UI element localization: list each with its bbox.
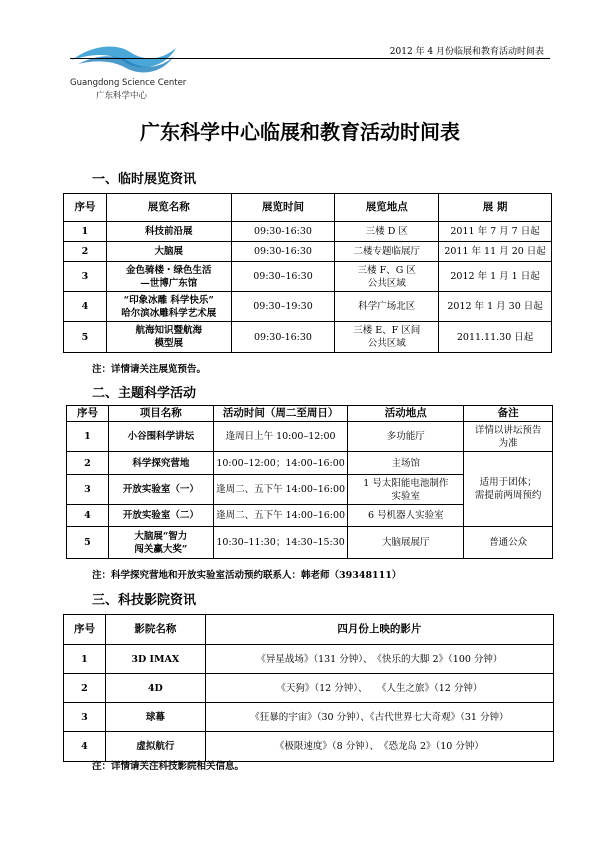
- col-header: 序号: [64, 615, 106, 645]
- activity-time: 10:00–12:00；14:00–16:00: [213, 452, 348, 475]
- exhibition-name: [106, 322, 231, 353]
- col-header: 活动地点: [348, 406, 464, 422]
- exhibition-period: 2012 年 1 月 1 日起: [439, 262, 552, 292]
- activity-place: [348, 475, 464, 505]
- table-header-row: [67, 406, 553, 422]
- col-header: 展 期: [439, 194, 552, 222]
- cinema-films: 《天狗》（12 分钟）、 《人生之旅》（12 分钟）: [205, 674, 553, 703]
- section2-note: 注：科学探究营地和开放实验室活动预约联系人：韩老师（39348111）: [92, 570, 402, 581]
- activity-place: 大脑展展厅: [348, 527, 464, 559]
- exhibition-table: [63, 193, 552, 353]
- exhibition-period: 2011.11.30 日起: [439, 322, 552, 353]
- exhibition-name: 科技前沿展: [106, 222, 231, 242]
- col-header: 项目名称: [108, 406, 213, 422]
- activity-time: 10:30–11:30；14:30–15:30: [213, 527, 348, 559]
- cinema-films: 《异星战场》（131 分钟）、 《快乐的大脚 2》（100 分钟）: [205, 645, 553, 674]
- cinema-films: 《狂暴的宇宙》（30 分钟）、《古代世界七大奇观》（31 分钟）: [205, 703, 553, 732]
- section3-heading: 三、科技影院资讯: [92, 593, 197, 608]
- col-header: 活动时间（周二至周日）: [213, 406, 348, 422]
- row-number: 3: [67, 475, 109, 505]
- activity-remark: [464, 422, 553, 452]
- remark-line: 详情以讲坛预告: [474, 424, 542, 436]
- activity-name: 开放实验室（二）: [108, 505, 213, 527]
- exhibition-time: 09:30–16:30: [231, 262, 335, 292]
- name-line: 模型展: [154, 338, 183, 349]
- guangdong-science-center-logo: [70, 38, 187, 101]
- row-number: 5: [67, 527, 109, 559]
- name-line: 大脑展“智力: [134, 530, 188, 542]
- place-line: 公共区域: [367, 277, 406, 289]
- exhibition-period: 2011 年 7 月 7 日起: [439, 222, 552, 242]
- activity-remark: 普通公众: [464, 527, 553, 559]
- place-line: 三楼 E、F 区间: [353, 325, 421, 336]
- remark-line: 为准: [498, 437, 518, 449]
- activity-time: 逢周二、五下午 14:00–16:00: [213, 505, 348, 527]
- row-number: 2: [64, 674, 106, 703]
- activity-time: 逢周日上午 10:00–12:00: [213, 422, 348, 452]
- cinema-films: 《极限速度》（8 分钟）、 《恐龙岛 2》（10 分钟）: [205, 732, 553, 762]
- activity-name: [108, 527, 213, 559]
- activity-name: 小谷围科学讲坛: [108, 422, 213, 452]
- exhibition-time: 09:30-16:30: [231, 242, 335, 262]
- activity-name: 开放实验室（一）: [108, 475, 213, 505]
- row-number: 4: [64, 732, 106, 762]
- exhibition-time: 09:30-16:30: [231, 222, 335, 242]
- logo-english-name: Guangdong Science Center: [70, 78, 187, 88]
- col-header: 展览地点: [335, 194, 439, 222]
- exhibition-place: [335, 322, 439, 353]
- col-header: 影院名称: [105, 615, 205, 645]
- row-number: 4: [64, 292, 107, 322]
- row-number: 1: [64, 222, 107, 242]
- remark-line: 需提前两周预约: [474, 490, 542, 501]
- table-row: [64, 292, 552, 322]
- activity-place: 主场馆: [348, 452, 464, 475]
- activity-time: 逢周二、五下午 14:00–16:00: [213, 475, 348, 505]
- row-number: 4: [67, 505, 109, 527]
- exhibition-place: 二楼专题临展厅: [335, 242, 439, 262]
- table-row: [64, 242, 552, 262]
- exhibition-name: 大脑展: [106, 242, 231, 262]
- name-line: 闯关赢大奖”: [134, 543, 188, 555]
- remark-line: 适用于团体；: [479, 477, 537, 488]
- section3-note: 注：详情请关注科技影院相关信息。: [92, 761, 245, 772]
- row-number: 2: [64, 242, 107, 262]
- row-number: 3: [64, 262, 107, 292]
- col-header: 四月份上映的影片: [205, 615, 553, 645]
- exhibition-time: 09:30–19:30: [231, 292, 335, 322]
- row-number: 1: [67, 422, 109, 452]
- activity-place: 6 号机器人实验室: [348, 505, 464, 527]
- table-row: [64, 732, 554, 762]
- table-row: [64, 262, 552, 292]
- table-row: [64, 322, 552, 353]
- page-title: 广东科学中心临展和教育活动时间表: [140, 120, 460, 144]
- section1-note: 注：详情请关注展览预告。: [92, 364, 207, 375]
- name-line: 哈尔滨冰雕科学艺术展: [121, 307, 217, 319]
- row-number: 1: [64, 645, 106, 674]
- exhibition-name: [106, 262, 231, 292]
- col-header: 序号: [64, 194, 107, 222]
- exhibition-place: 科学广场北区: [335, 292, 439, 322]
- name-line: —世博广东馆: [140, 277, 198, 289]
- cinema-name: 3D IMAX: [105, 645, 205, 674]
- activity-place: 多功能厅: [348, 422, 464, 452]
- place-line: 实验室: [391, 490, 421, 502]
- name-line: “印象冰雕 科学快乐”: [123, 294, 214, 306]
- table-row: [64, 645, 554, 674]
- place-line: 公共区域: [367, 338, 406, 349]
- activity-remark: [464, 452, 553, 527]
- logo-chinese-name: 广东科学中心: [96, 91, 148, 101]
- table-row: [64, 703, 554, 732]
- exhibition-period: 2012 年 1 月 30 日起: [439, 292, 552, 322]
- activity-name: 科学探究营地: [108, 452, 213, 475]
- table-row: [67, 452, 553, 475]
- table-header-row: [64, 615, 554, 645]
- exhibition-place: [335, 262, 439, 292]
- col-header: 备注: [464, 406, 553, 422]
- place-line: 三楼 F、G 区: [357, 264, 416, 276]
- col-header: 展览名称: [106, 194, 231, 222]
- section2-heading: 二、主题科学活动: [92, 386, 197, 401]
- name-line: 航海知识暨航海: [135, 325, 202, 336]
- row-number: 5: [64, 322, 107, 353]
- row-number: 3: [64, 703, 106, 732]
- table-row: [64, 222, 552, 242]
- table-row: [67, 422, 553, 452]
- table-row: [64, 674, 554, 703]
- activity-table: [66, 405, 553, 559]
- exhibition-time: 09:30-16:30: [231, 322, 335, 353]
- place-line: 1 号太阳能电池制作: [363, 477, 449, 489]
- table-header-row: [64, 194, 552, 222]
- row-number: 2: [67, 452, 109, 475]
- cinema-name: 4D: [105, 674, 205, 703]
- table-row: [67, 527, 553, 559]
- exhibition-name: [106, 292, 231, 322]
- name-line: 金色骑楼・绿色生活: [125, 264, 212, 276]
- header-divider: [70, 58, 550, 59]
- cinema-name: 虚拟航行: [105, 732, 205, 762]
- exhibition-period: 2011 年 11 月 20 日起: [439, 242, 552, 262]
- cinema-table: [63, 614, 554, 762]
- running-header: 2012 年 4 月份临展和教育活动时间表: [389, 47, 544, 57]
- cinema-name: 球幕: [105, 703, 205, 732]
- exhibition-place: 三楼 D 区: [335, 222, 439, 242]
- col-header: 展览时间: [231, 194, 335, 222]
- col-header: 序号: [67, 406, 109, 422]
- section1-heading: 一、临时展览资讯: [92, 172, 197, 187]
